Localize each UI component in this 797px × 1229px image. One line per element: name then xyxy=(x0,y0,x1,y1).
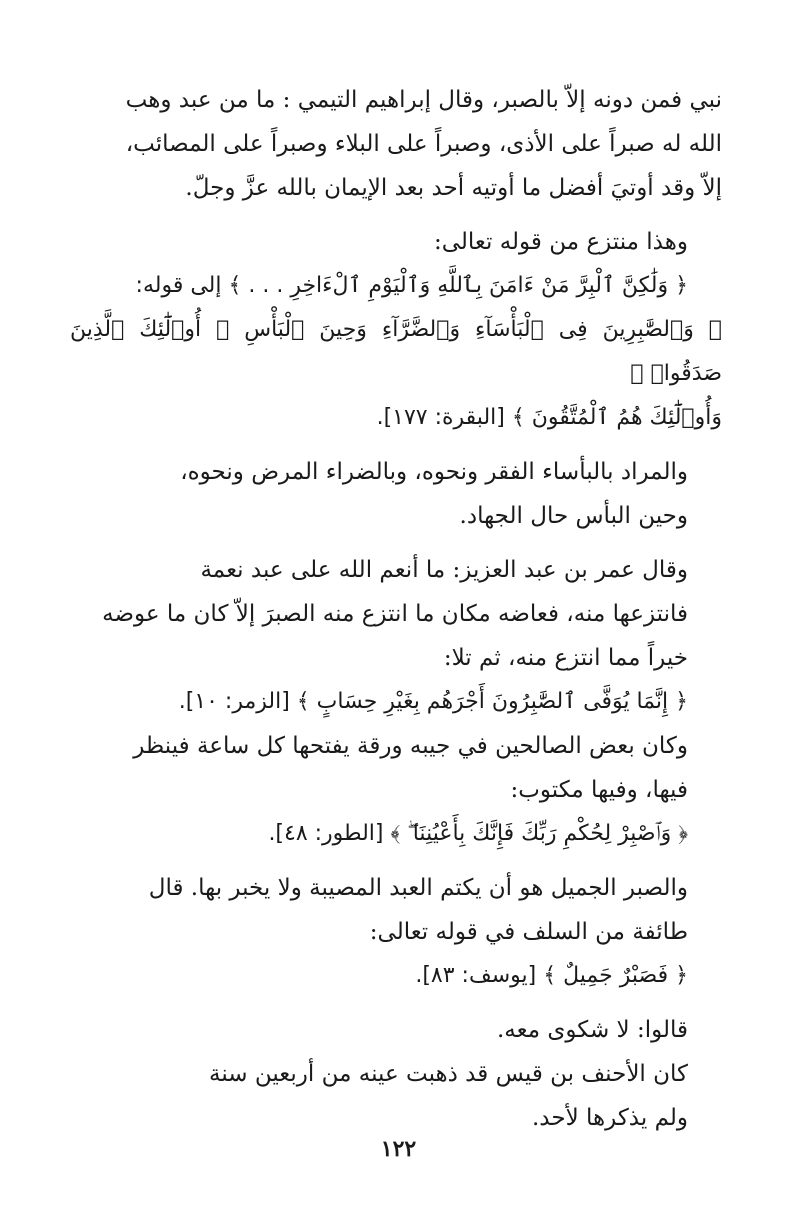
paragraph-no-complaint xyxy=(70,1008,722,1052)
text-line: الله له صبراً على الأذى، وصبراً على البلاء وصبراً على المصائب، xyxy=(125,131,722,157)
paragraph-ahnaf xyxy=(70,1052,722,1140)
text-line: والمراد بالبأساء الفقر ونحوه، وبالضراء المرض ونحوه، xyxy=(180,459,688,485)
paragraph-ibrahim-taymi xyxy=(70,78,722,210)
paragraph-intro-verse xyxy=(70,220,722,264)
text-line: والصبر الجميل هو أن يكتم العبد المصيبة ولا يخبر بها. قال xyxy=(148,875,688,901)
text-line: فانتزعها منه، فعاضه مكان ما انتزع منه الصبرَ إلاّ كان ما عوضه xyxy=(102,601,688,627)
text-line: وحين البأس حال الجهاد. xyxy=(459,503,688,529)
quran-line: ﴿ فَصَبْرٌ جَمِيلٌ ﴾ [يوسف: ٨٣]. xyxy=(415,963,688,988)
quran-line: ﴿ وَلَٰكِنَّ ٱلْبِرَّ مَنْ ءَامَنَ بِٱللَّهِ وَٱلْيَوْمِ ٱلْءَاخِرِ . . . ﴾ إلى قوله: xyxy=(135,273,688,298)
text-line: وهذا منتزع من قوله تعالى: xyxy=(433,229,688,255)
quran-line: ﴿ وَٱلصَّٰبِرِينَ فِى ٱلْبَأْسَآءِ وَٱلضَّرَّآءِ وَحِينَ ٱلْبَأْسِ ۗ أُو۟لَٰٓئِكَ ٱلَّذِينَ صَدَقُوا۟ ۖ xyxy=(70,317,722,386)
page-number: ١٢٢ xyxy=(380,1136,417,1162)
paragraph-umar-abdulaziz xyxy=(70,548,722,680)
text-line: قالوا: لا شكوى معه. xyxy=(497,1017,688,1043)
quran-line: ﴿ وَٱصْبِرْ لِحُكْمِ رَبِّكَ فَإِنَّكَ بِأَعْيُنِنَا ۖ ﴾ [الطور: ٤٨]. xyxy=(268,821,688,846)
text-line: فيها، وفيها مكتوب: xyxy=(510,777,688,803)
paragraph-sabr-jamil xyxy=(70,866,722,954)
text-line: نبي فمن دونه إلاّ بالصبر، وقال إبراهيم التيمي : ما من عبد وهب xyxy=(125,87,722,113)
text-line: وقال عمر بن عبد العزيز: ما أنعم الله على عبد نعمة xyxy=(200,557,688,583)
paragraph-meaning xyxy=(70,450,722,538)
quran-block-zumar xyxy=(70,680,722,724)
quran-line: ﴿ إِنَّمَا يُوَفَّى ٱلصَّٰبِرُونَ أَجْرَهُم بِغَيْرِ حِسَابٍ ﴾ [الزمر: ١٠]. xyxy=(178,689,688,714)
quran-block-tur xyxy=(70,812,722,856)
text-line: وكان بعض الصالحين في جيبه ورقة يفتحها كل ساعة فينظر xyxy=(133,733,688,759)
text-line: كان الأحنف بن قيس قد ذهبت عينه من أربعين سنة xyxy=(208,1061,688,1087)
paragraph-salihin xyxy=(70,724,722,812)
text-line: إلاّ وقد أوتيَ أفضل ما أوتيه أحد بعد الإيمان بالله عزَّ وجلّ. xyxy=(185,175,722,201)
quran-block-yusuf xyxy=(70,954,722,998)
text-line: طائفة من السلف في قوله تعالى: xyxy=(369,919,688,945)
text-line: خيراً مما انتزع منه، ثم تلا: xyxy=(443,645,688,671)
quran-line: وَأُو۟لَٰٓئِكَ هُمُ ٱلْمُتَّقُونَ ﴾ [البقرة: ١٧٧]. xyxy=(376,405,722,430)
text-line: ولم يذكرها لأحد. xyxy=(531,1105,688,1131)
quran-block-baqarah xyxy=(70,264,722,440)
page-body xyxy=(70,78,722,1140)
